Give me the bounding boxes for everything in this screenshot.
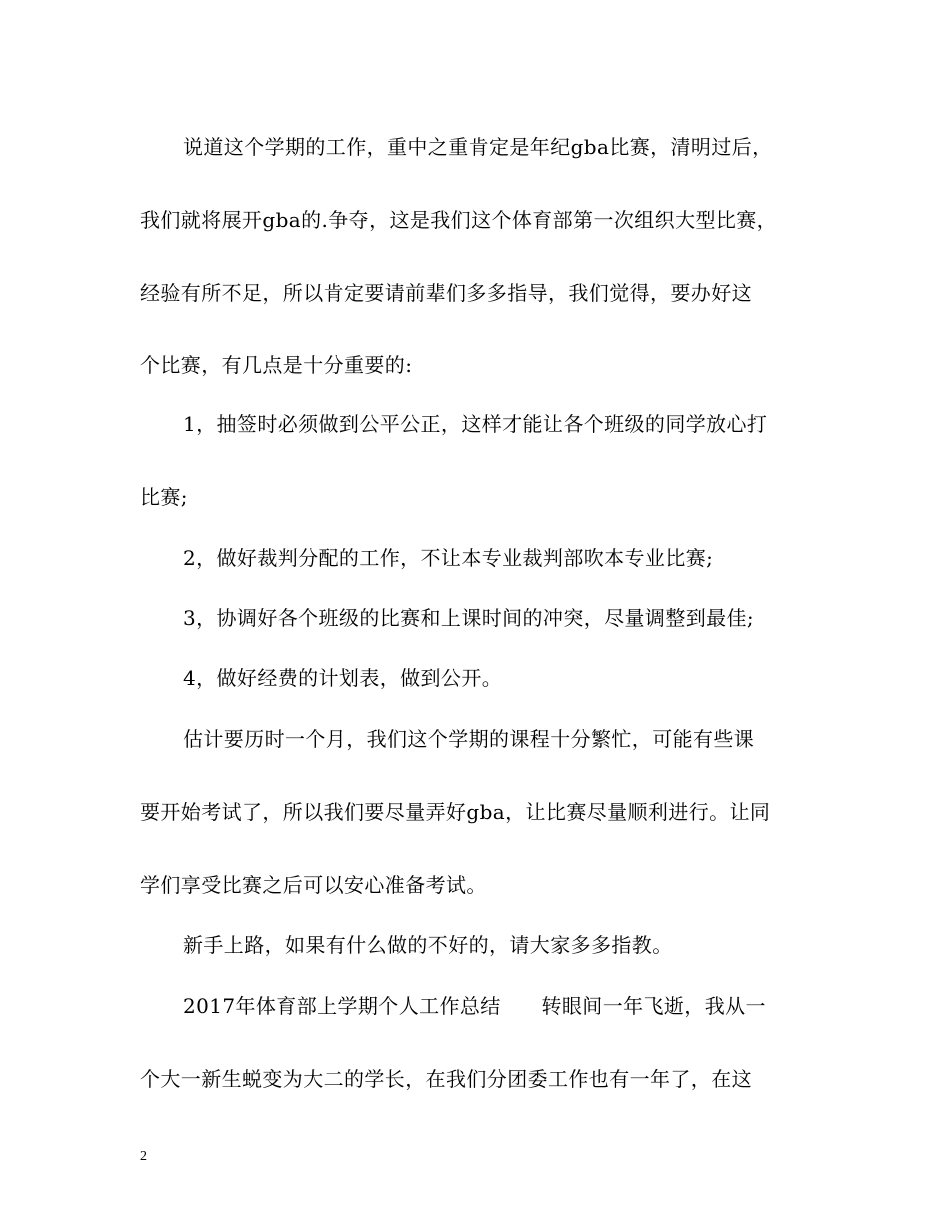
paragraph-line: 要开始考试了，所以我们要尽量弄好gba，让比赛尽量顺利进行。让同 (140, 800, 771, 824)
list-item-line: 1，抽签时必须做到公平公正，这样才能让各个班级的同学放心打 (183, 412, 768, 436)
list-item-line: 比赛; (140, 485, 188, 509)
paragraph-line: 估计要历时一个月，我们这个学期的课程十分繁忙，可能有些课 (183, 727, 755, 751)
paragraph-line: 个大一新生蜕变为大二的学长，在我们分团委工作也有一年了，在这 (140, 1067, 752, 1091)
list-item-line: 4，做好经费的计划表，做到公开。 (183, 666, 503, 690)
list-item-line: 3，协调好各个班级的比赛和上课时间的冲突，尽量调整到最佳; (183, 606, 755, 630)
list-item-line: 2，做好裁判分配的工作，不让本专业裁判部吹本专业比赛; (183, 546, 714, 570)
page-number: 2 (140, 1149, 147, 1164)
paragraph-line: 个比赛，有几点是十分重要的: (140, 353, 413, 377)
paragraph-line: 经验有所不足，所以肯定要请前辈们多多指导，我们觉得，要办好这 (140, 281, 752, 305)
paragraph-line: 我们就将展开gba的.争夺，这是我们这个体育部第一次组织大型比赛， (140, 208, 778, 232)
paragraph-line: 2017年体育部上学期个人工作总结 转眼间一年飞逝，我从一 (183, 994, 766, 1018)
paragraph-line: 新手上路，如果有什么做的不好的，请大家多多指教。 (183, 933, 673, 957)
paragraph-line: 学们享受比赛之后可以安心准备考试。 (140, 873, 487, 897)
paragraph-line: 说道这个学期的工作，重中之重肯定是年纪gba比赛，清明过后， (183, 135, 773, 159)
